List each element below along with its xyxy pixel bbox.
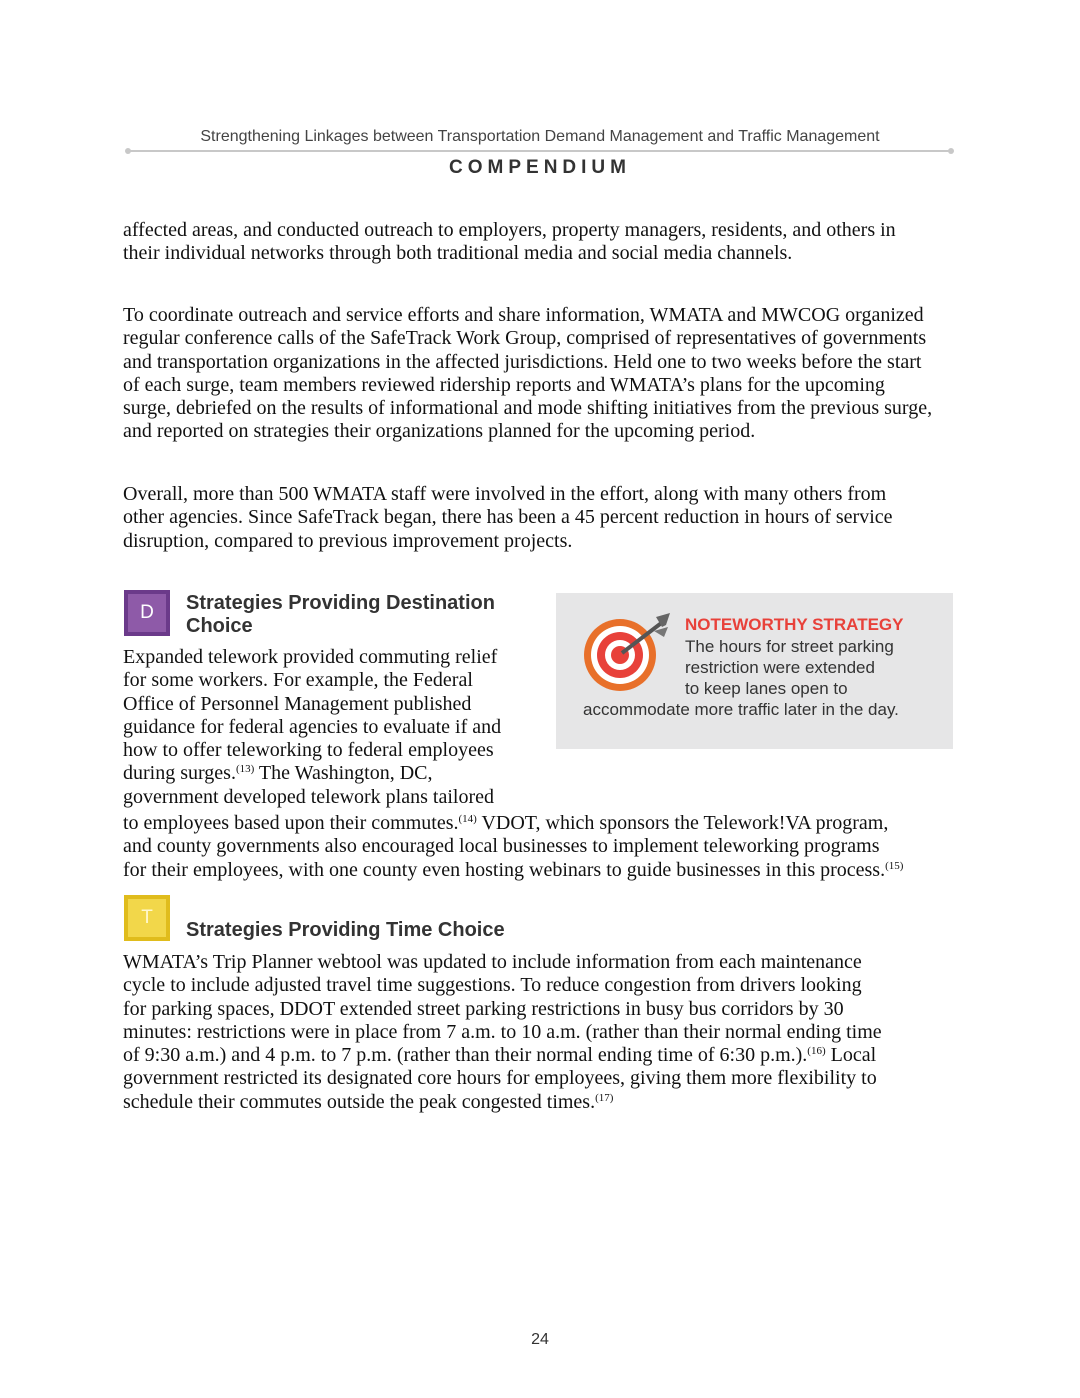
- running-title: Strengthening Linkages between Transportation Demand Management and Traffic Management: [200, 128, 880, 145]
- section-d-badge: D: [124, 590, 170, 636]
- page-number: 24: [531, 1331, 549, 1348]
- section-d-body: Expanded telework provided commuting relief for some workers. For example, the Federal Office of Personnel Management published guidance for federal agencies to evaluate if and how to offer teleworking to federal employees during surges.$^{(13)}$ The Washington, DC, government developed telework plans tailored to employees based upon their commutes.$^{(14)}$ VDOT, which sponsors the Telework!VA program, and county governments also encouraged local businesses to implement teleworking programs for their employees, with one county even hosting webinars to guide businesses in this process.$^{(15)}$: [123, 646, 904, 881]
- noteworthy-callout: [556, 593, 953, 749]
- footnote-ref: (16): [807, 1045, 826, 1058]
- footnote-ref: (15): [885, 859, 904, 872]
- section-t-body: WMATA’s Trip Planner webtool was updated to include information from each maintenance cycle to include adjusted travel time suggestions. To reduce congestion from drivers looking for parking spaces, DDOT extended street parking restrictions in busy bus corridors by 30 minutes: restrictions were in place from 7 a.m. to 10 a.m. (rather than their normal ending time of 9:30 a.m.) and 4 p.m. to 7 p.m. (rather than their normal ending time of 6:30 p.m.).$^{(16)}$ Local government restricted its designated core hours for employees, giving them more flexibility to schedule their commutes outside the peak congested times.$^{(17)}$: [123, 951, 882, 1113]
- paragraph-3: Overall, more than 500 WMATA staff were involved in the effort, along with many others from other agencies. Since SafeTrack began, there has been a 45 percent reduction in hours of service disruption, compared to previous improvement projects.: [123, 483, 893, 552]
- compendium-label: COMPENDIUM: [449, 157, 631, 178]
- callout-title: NOTEWORTHY STRATEGY: [685, 615, 904, 634]
- paragraph-1: affected areas, and conducted outreach to employers, property managers, residents, and others in their individual networks through both traditional media and social media channels.: [123, 219, 896, 265]
- callout-line: restriction were extended: [685, 658, 875, 677]
- section-d-heading: Strategies Providing Destination Choice: [186, 592, 495, 637]
- footnote-ref: (13): [235, 763, 255, 776]
- callout-line: The hours for street parking: [685, 637, 894, 656]
- callout-line: to keep lanes open to: [685, 679, 848, 698]
- footnote-ref: (17): [595, 1091, 614, 1104]
- section-t-heading: Strategies Providing Time Choice: [186, 919, 505, 941]
- callout-line: accommodate more traffic later in the day.: [583, 700, 899, 719]
- section-t-badge: T: [124, 895, 170, 941]
- header-rule: [128, 150, 951, 152]
- paragraph-2: To coordinate outreach and service efforts and share information, WMATA and MWCOG organized regular conference calls of the SafeTrack Work Group, comprised of representatives of governments and transportation organizations in the affected jurisdictions. Held one to two weeks before the start of each surge, team members reviewed ridership reports and WMATA’s plans for the upcoming surge, debriefed on the results of informational and mode shifting initiatives from the previous surge, and reported on strategies their organizations planned for the upcoming period.: [123, 304, 933, 443]
- footnote-ref: (14): [458, 813, 477, 826]
